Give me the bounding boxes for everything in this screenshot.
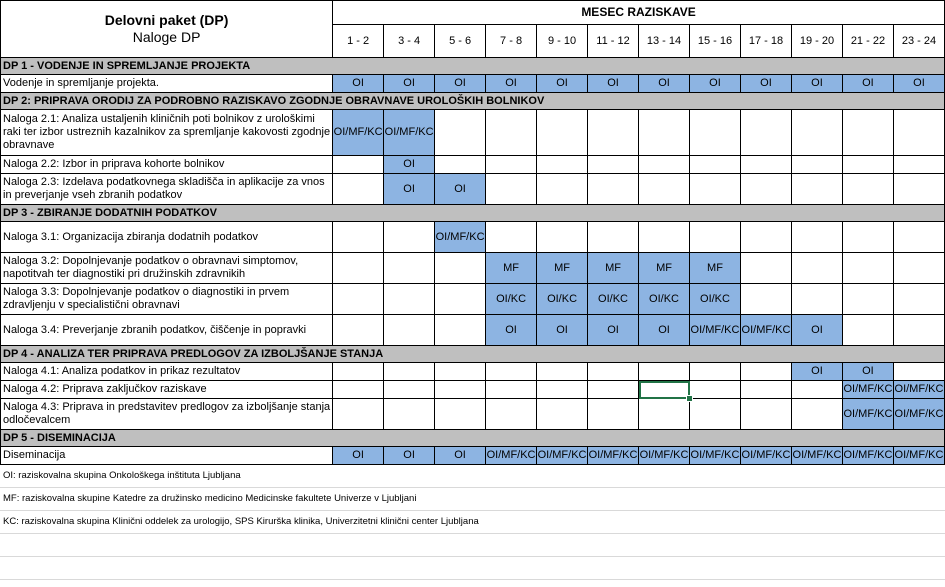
header-title: Delovni paket (DP) [104,12,229,28]
month-cell[interactable] [893,110,944,156]
sheet-gridline [0,579,945,580]
month-cell[interactable] [842,315,893,346]
month-cell[interactable] [486,363,537,381]
month-cell[interactable] [791,222,842,253]
month-cell[interactable] [690,399,741,430]
task-row [1,174,945,205]
month-cell[interactable] [537,381,588,399]
month-cell[interactable] [486,381,537,399]
task-row [1,447,945,465]
section-row [1,93,945,110]
month-cell[interactable]: OI/MF/KC [842,381,893,399]
period-header[interactable]: 5 - 6 [435,25,486,58]
month-cell[interactable] [639,363,690,381]
month-cell[interactable] [588,174,639,205]
section-header[interactable]: DP 4 - ANALIZA TER PRIPRAVA PREDLOGOV ZA IZBOLJŠANJE STANJA [1,346,945,363]
period-header[interactable]: 3 - 4 [384,25,435,58]
task-label[interactable]: Naloga 2.1: Analiza ustaljenih kliničnih poti bolnikov z urološkimi raki ter izbor ustreznih kazalnikov za spremljanje kakovosti zgodnje obravnave [1,110,333,156]
month-cell[interactable]: OI [740,75,791,93]
period-header[interactable]: 15 - 16 [690,25,741,58]
section-row [1,430,945,447]
month-cell[interactable] [333,381,384,399]
month-cell[interactable]: OI [639,75,690,93]
month-cell[interactable] [639,381,690,399]
month-cell[interactable] [588,156,639,174]
month-cell[interactable]: OI [384,174,435,205]
task-row [1,75,945,93]
task-label[interactable]: Naloga 3.2: Dopolnjevanje podatkov o obravnavi simptomov, napotitvah ter diagnostiki pri družinskih zdravnikih [1,253,333,284]
month-cell[interactable]: MF [639,253,690,284]
month-cell[interactable] [842,253,893,284]
month-cell[interactable] [435,381,486,399]
month-cell[interactable]: OI/MF/KC [690,315,741,346]
month-cell[interactable] [435,156,486,174]
period-header[interactable]: 13 - 14 [639,25,690,58]
month-cell[interactable] [333,253,384,284]
month-cell[interactable] [791,253,842,284]
month-cell[interactable] [384,363,435,381]
section-row [1,205,945,222]
month-cell[interactable] [740,222,791,253]
month-cell[interactable] [740,284,791,315]
header-row [1,1,945,25]
fill-handle[interactable] [686,395,693,402]
month-cell[interactable]: OI/MF/KC [740,447,791,465]
month-cell[interactable] [740,110,791,156]
month-cell[interactable] [537,363,588,381]
month-cell[interactable]: MF [486,253,537,284]
task-row [1,284,945,315]
month-cell[interactable] [893,156,944,174]
month-cell[interactable] [384,253,435,284]
month-cell[interactable]: OI [435,447,486,465]
table-body [1,1,945,465]
month-cell[interactable]: OI [791,315,842,346]
month-cell[interactable]: OI/MF/KC [588,447,639,465]
month-cell[interactable] [333,363,384,381]
month-cell[interactable] [435,284,486,315]
month-cell[interactable]: OI/MF/KC [537,447,588,465]
month-cell[interactable] [333,315,384,346]
month-cell[interactable]: OI [791,363,842,381]
period-header[interactable]: 23 - 24 [893,25,944,58]
month-cell[interactable] [690,174,741,205]
month-cell[interactable] [435,399,486,430]
month-cell[interactable]: OI/KC [537,284,588,315]
task-label[interactable]: Naloga 4.1: Analiza podatkov in prikaz rezultatov [1,363,333,381]
month-cell[interactable] [893,253,944,284]
month-cell[interactable] [639,110,690,156]
month-cell[interactable]: OI/MF/KC [435,222,486,253]
month-cell[interactable] [690,156,741,174]
month-cell[interactable]: OI/MF/KC [893,381,944,399]
month-cell[interactable]: OI/MF/KC [690,447,741,465]
month-cell[interactable] [740,363,791,381]
task-label[interactable]: Naloga 4.3: Priprava in predstavitev predlogov za izboljšanje stanja odločevalcem [1,399,333,430]
period-header[interactable]: 21 - 22 [842,25,893,58]
section-header[interactable]: DP 5 - DISEMINACIJA [1,430,945,447]
month-cell[interactable]: OI [333,75,384,93]
sheet-gridline [0,533,945,534]
section-row [1,346,945,363]
month-cell[interactable] [384,284,435,315]
task-label[interactable]: Naloga 3.3: Dopolnjevanje podatkov o diagnostiki in prvem zdravljenju v specialistični obravnavi [1,284,333,315]
task-label[interactable]: Naloga 2.2: Izbor in priprava kohorte bolnikov [1,156,333,174]
month-cell[interactable] [588,363,639,381]
month-cell[interactable]: OI/MF/KC [842,447,893,465]
month-cell[interactable] [486,399,537,430]
period-header[interactable]: 19 - 20 [791,25,842,58]
month-cell[interactable] [893,284,944,315]
month-cell[interactable]: OI/MF/KC [486,447,537,465]
period-header[interactable]: 11 - 12 [588,25,639,58]
month-cell[interactable]: OI/MF/KC [842,399,893,430]
sheet-gridline [0,556,945,557]
month-cell[interactable] [842,156,893,174]
month-cell[interactable]: OI [639,315,690,346]
month-cell[interactable] [588,110,639,156]
period-header[interactable]: 9 - 10 [537,25,588,58]
month-cell[interactable] [537,174,588,205]
month-cell[interactable]: OI/KC [486,284,537,315]
month-cell[interactable] [384,381,435,399]
month-cell[interactable] [537,156,588,174]
legend-line: OI: raziskovalna skupina Onkološkega inštituta Ljubljana [3,470,241,481]
month-cell[interactable]: OI [384,75,435,93]
month-cell[interactable]: MF [690,253,741,284]
month-cell[interactable] [740,381,791,399]
section-header[interactable]: DP 3 - ZBIRANJE DODATNIH PODATKOV [1,205,945,222]
sheet-gridline [0,487,945,488]
month-cell[interactable]: OI [435,174,486,205]
month-cell[interactable] [384,315,435,346]
month-cell[interactable] [588,381,639,399]
task-label[interactable]: Naloga 3.4: Preverjanje zbranih podatkov, čiščenje in popravki [1,315,333,346]
task-row [1,315,945,346]
month-cell[interactable]: OI/MF/KC [893,447,944,465]
month-cell[interactable]: OI [435,75,486,93]
task-label[interactable]: Diseminacija [1,447,333,465]
period-header[interactable]: 1 - 2 [333,25,384,58]
month-cell[interactable] [435,315,486,346]
month-cell[interactable] [333,156,384,174]
month-cell[interactable] [791,381,842,399]
task-row [1,110,945,156]
month-cell[interactable]: OI [893,75,944,93]
task-row [1,381,945,399]
section-row [1,58,945,75]
month-cell[interactable] [791,156,842,174]
task-row [1,222,945,253]
month-cell[interactable] [486,222,537,253]
month-cell[interactable]: OI/MF/KC [893,399,944,430]
month-cell[interactable]: OI [842,75,893,93]
month-cell[interactable] [333,174,384,205]
month-cell[interactable] [333,284,384,315]
month-cell[interactable] [842,284,893,315]
month-cell[interactable]: OI [537,315,588,346]
task-row [1,156,945,174]
month-cell[interactable]: OI/KC [639,284,690,315]
month-header[interactable]: MESEC RAZISKAVE [333,1,945,25]
month-cell[interactable] [435,110,486,156]
month-cell[interactable] [486,110,537,156]
month-cell[interactable] [690,381,741,399]
month-cell[interactable] [435,363,486,381]
period-header[interactable]: 17 - 18 [740,25,791,58]
month-cell[interactable] [893,174,944,205]
month-cell[interactable]: OI [588,315,639,346]
task-row [1,363,945,381]
task-row [1,253,945,284]
month-cell[interactable] [893,222,944,253]
sheet-gridline [0,510,945,511]
month-cell[interactable]: OI [486,75,537,93]
month-cell[interactable] [537,110,588,156]
month-cell[interactable]: OI [588,75,639,93]
section-header[interactable]: DP 2: PRIPRAVA ORODIJ ZA PODROBNO RAZISKAVO ZGODNJE OBRAVNAVE UROLOŠKIH BOLNIKOV [1,93,945,110]
legend-line: KC: raziskovalna skupina Klinični oddelek za urologijo, SPS Kirurška klinika, Univerzitetni klinični center Ljubljana [3,516,479,527]
task-label[interactable]: Vodenje in spremljanje projekta. [1,75,333,93]
month-cell[interactable] [740,156,791,174]
legend-line: MF: raziskovalna skupine Katedre za družinsko medicino Medicinske fakultete Univerze v Ljubljani [3,493,417,504]
month-cell[interactable] [791,399,842,430]
month-cell[interactable] [740,174,791,205]
month-cell[interactable] [893,315,944,346]
month-cell[interactable] [690,110,741,156]
month-cell[interactable] [639,174,690,205]
month-cell[interactable]: OI [486,315,537,346]
month-cell[interactable] [740,399,791,430]
month-cell[interactable] [537,399,588,430]
month-cell[interactable]: OI/MF/KC [740,315,791,346]
month-cell[interactable]: OI [791,75,842,93]
task-row [1,399,945,430]
header-label-cell[interactable] [1,1,333,58]
month-cell[interactable] [384,222,435,253]
month-cell[interactable]: OI [537,75,588,93]
month-cell[interactable] [690,222,741,253]
month-cell[interactable] [842,222,893,253]
task-label[interactable]: Naloga 4.2: Priprava zaključkov raziskave [1,381,333,399]
month-cell[interactable]: MF [537,253,588,284]
month-cell[interactable]: OI/MF/KC [333,110,384,156]
month-cell[interactable] [639,399,690,430]
month-cell[interactable] [842,110,893,156]
month-cell[interactable] [333,222,384,253]
month-cell[interactable] [435,253,486,284]
month-cell[interactable]: OI/MF/KC [384,110,435,156]
month-cell[interactable]: OI/KC [690,284,741,315]
month-cell[interactable] [791,284,842,315]
month-cell[interactable] [690,363,741,381]
month-cell[interactable] [791,110,842,156]
month-cell[interactable]: MF [588,253,639,284]
month-cell[interactable] [588,399,639,430]
month-cell[interactable] [384,399,435,430]
month-cell[interactable]: OI [384,156,435,174]
month-cell[interactable] [486,156,537,174]
month-cell[interactable]: OI [690,75,741,93]
month-cell[interactable] [639,156,690,174]
task-label[interactable]: Naloga 2.3: Izdelava podatkovnega skladišča in aplikacije za vnos in preverjanje vseh zbranih podatkov [1,174,333,205]
month-cell[interactable]: OI/KC [588,284,639,315]
month-cell[interactable]: OI [384,447,435,465]
month-cell[interactable] [537,222,588,253]
month-cell[interactable] [893,363,944,381]
month-cell[interactable] [740,253,791,284]
section-header[interactable]: DP 1 - VODENJE IN SPREMLJANJE PROJEKTA [1,58,945,75]
period-header[interactable]: 7 - 8 [486,25,537,58]
month-cell[interactable]: OI/MF/KC [639,447,690,465]
month-cell[interactable] [842,174,893,205]
month-cell[interactable]: OI/MF/KC [791,447,842,465]
month-cell[interactable] [486,174,537,205]
month-cell[interactable] [333,399,384,430]
month-cell[interactable]: OI [333,447,384,465]
month-cell[interactable] [639,222,690,253]
task-label[interactable]: Naloga 3.1: Organizacija zbiranja dodatnih podatkov [1,222,333,253]
month-cell[interactable] [588,222,639,253]
month-cell[interactable] [791,174,842,205]
header-subtitle: Naloge DP [132,29,201,45]
month-cell[interactable]: OI [842,363,893,381]
